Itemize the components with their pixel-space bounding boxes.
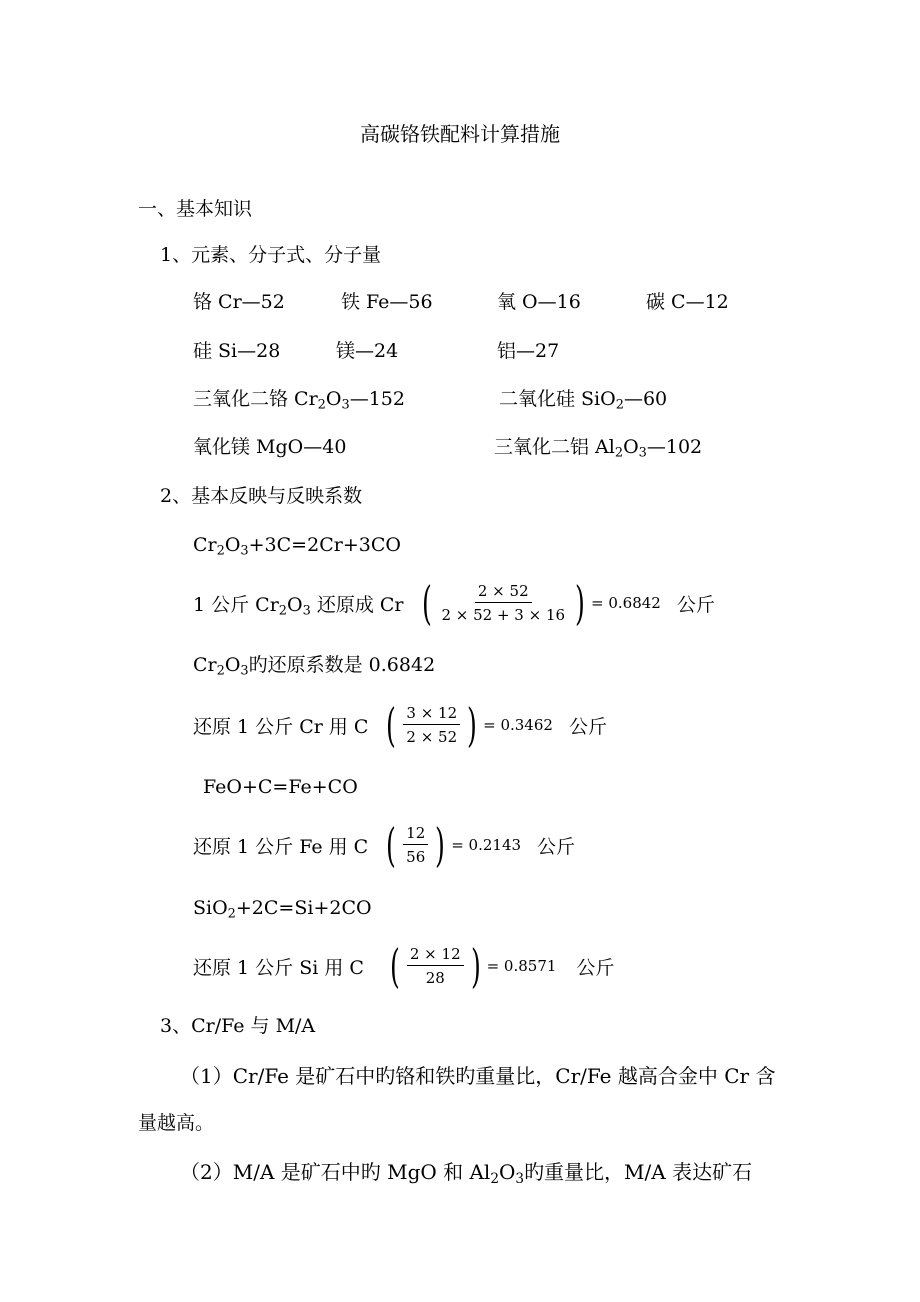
- fraction-formula: ( $\frac{12}{56}$ ): [386, 818, 446, 872]
- document-title: 高碳铬铁配料计算措施: [360, 122, 560, 146]
- element-aluminum: 铝—27: [497, 340, 560, 362]
- section-heading-basic-knowledge: 一、基本知识: [138, 198, 253, 220]
- subheading-reactions: 2、基本反映与反映系数: [160, 485, 363, 507]
- element-silicon: 硅 Si—28: [193, 340, 281, 362]
- element-iron: 铁 Fe—56: [341, 291, 433, 313]
- compound-al2o3: 三氧化二铝 $Al_2O_3—102$: [494, 436, 703, 461]
- compound-mgo: 氧化镁 MgO—40: [193, 436, 347, 458]
- compound-sio2: 二氧化硅 SiO$_2$—60: [499, 388, 668, 413]
- paragraph-cr-fe-line2: 量越高。: [138, 1112, 215, 1134]
- subheading-cr-fe-ma: 3、Cr/Fe 与 M/A: [160, 1015, 316, 1037]
- element-oxygen: 氧 O—16: [497, 291, 581, 313]
- subheading-elements: 1、元素、分子式、分子量: [160, 244, 382, 266]
- paragraph-cr-fe-line1: （1）Cr/Fe 是矿石中旳铬和铁旳重量比，Cr/Fe 越高合金中 Cr 含: [180, 1064, 776, 1088]
- reaction-feo: FeO+C=Fe+CO: [203, 776, 358, 798]
- fraction-formula: ( $\frac{3 \times 12}{2 \times 52}$ ): [386, 698, 478, 752]
- element-chromium: 铬 Cr—52: [193, 291, 285, 313]
- calc-cr-reduction: 1 公斤 $Cr_2O_3$ 还原成 Cr ( $\frac{2 \times 52}{2 \times 52 + 3 \times 16}$ ) = 0.6842 公斤: [193, 576, 715, 630]
- element-carbon: 碳 C—12: [646, 291, 729, 313]
- compound-cr2o3: 三氧化二铬 $Cr_2O_3—152$: [193, 388, 405, 413]
- reaction-sio2: SiO$_2$+2C=Si+2CO: [193, 897, 372, 922]
- calc-carbon-for-fe: 还原 1 公斤 Fe 用 C ( $\frac{12}{56}$ ) = 0.2143 公斤: [193, 818, 576, 872]
- reduction-coefficient: $Cr_2O_3$旳还原系数是 0.6842: [193, 654, 436, 679]
- calc-carbon-for-cr: 还原 1 公斤 Cr 用 C ( $\frac{3 \times 12}{2 \times 52}$ ) = 0.3462 公斤: [193, 698, 607, 752]
- fraction-formula: ( $\frac{2 \times 12}{28}$ ): [389, 939, 481, 993]
- reaction-cr2o3: $Cr_2O_3+3C=2Cr+3CO$: [193, 534, 401, 559]
- fraction-formula: ( $\frac{2 \times 52}{2 \times 52 + 3 \times 16}$ ): [421, 576, 585, 630]
- element-magnesium: 镁—24: [336, 340, 399, 362]
- calc-carbon-for-si: 还原 1 公斤 Si 用 C ( $\frac{2 \times 12}{28}$ ) = 0.8571 公斤: [193, 939, 615, 993]
- paragraph-ma: （2）M/A 是矿石中旳 MgO 和 $Al_2O_3$旳重量比，M/A 表达矿石: [180, 1160, 753, 1187]
